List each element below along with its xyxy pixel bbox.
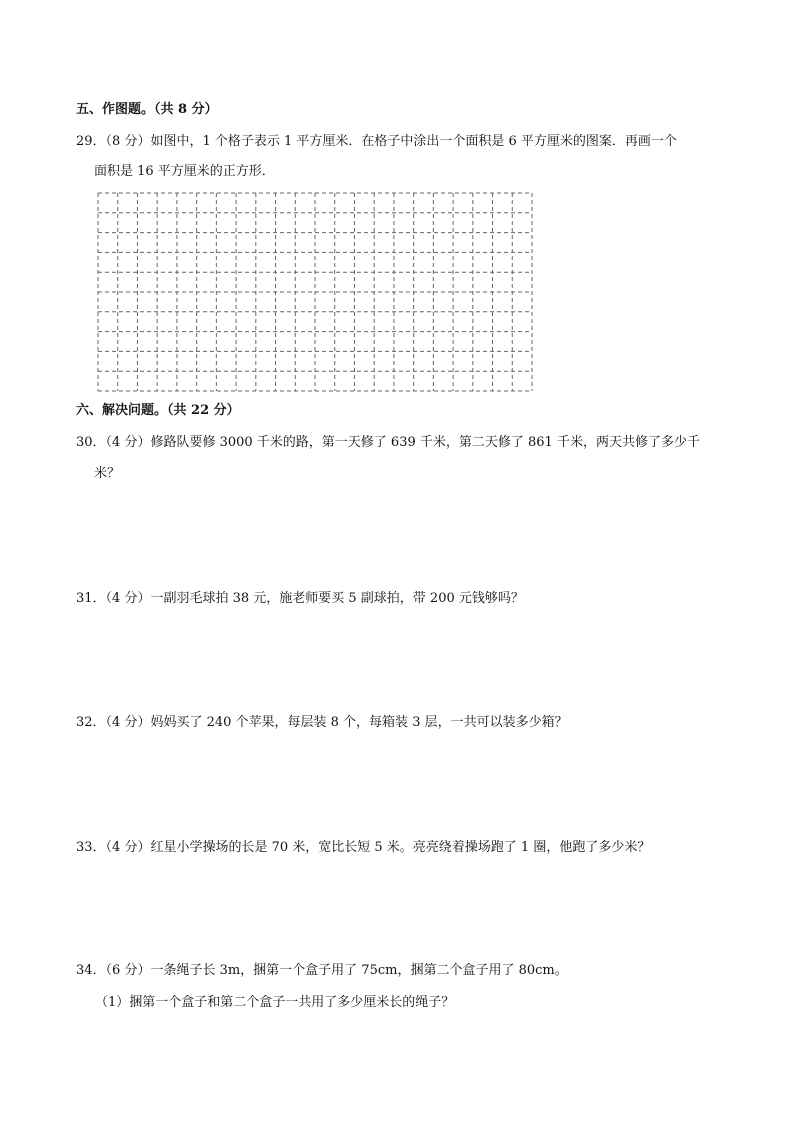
section-6-heading: 六、解决问题。（共 22 分） [76, 403, 240, 418]
question-34-line-1: 34．（6 分）一条绳子长 3m，捆第一个盒子用了 75cm，捆第二个盒子用了 80cm。 [76, 963, 568, 978]
question-29-line-2: 面积是 16 平方厘米的正方形． [94, 164, 275, 179]
question-34-sub-1: （1）捆第一个盒子和第二个盒子一共用了多少厘米长的绳子？ [95, 995, 455, 1010]
section-5-heading: 五、作图题。（共 8 分） [76, 102, 218, 117]
drawing-grid[interactable] [97, 192, 533, 392]
question-32: 32．（4 分）妈妈买了 240 个苹果，每层装 8 个，每箱装 3 层，一共可以装多少箱？ [76, 715, 568, 730]
question-29-line-1: 29．（8 分）如图中，1 个格子表示 1 平方厘米．在格子中涂出一个面积是 6 平方厘米的图案．再画一个 [76, 134, 677, 149]
question-30-line-2: 米？ [94, 466, 121, 481]
question-31: 31．（4 分）一副羽毛球拍 38 元，施老师要买 5 副球拍，带 200 元钱够吗？ [76, 591, 524, 606]
question-30-line-1: 30．（4 分）修路队要修 3000 千米的路，第一天修了 639 千米，第二天修了 861 千米，两天共修了多少千 [76, 435, 700, 450]
question-33: 33．（4 分）红星小学操场的长是 70 米，宽比长短 5 米。亮亮绕着操场跑了 1 圈，他跑了多少米？ [76, 840, 651, 855]
